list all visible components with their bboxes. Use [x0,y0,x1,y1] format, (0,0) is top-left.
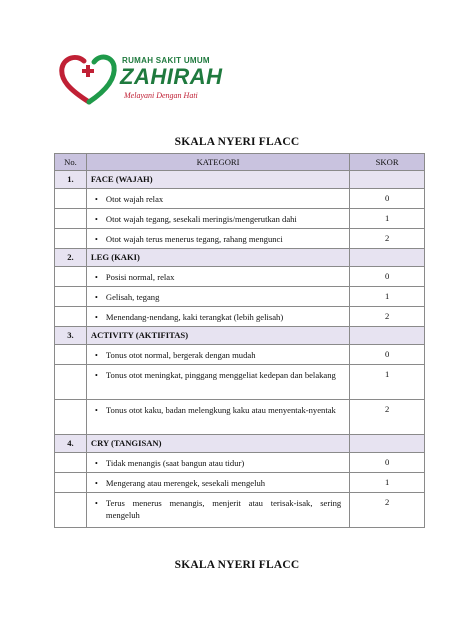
category-score-cell [350,171,425,189]
item-text: • Terus menerus menangis, menjerit atau terisak-isak, sering mengeluh [87,493,349,524]
item-score: 2 [350,400,425,435]
table-row [55,453,425,473]
item-text: • Menendang-nendang, kaki terangkat (lebih gelisah) [87,307,349,326]
item-score: 0 [350,345,425,365]
table-row [55,209,425,229]
header-kategori: KATEGORI [86,154,349,171]
flacc-table [54,153,425,528]
category-row-face [55,171,425,189]
item-text: • Gelisah, tegang [87,287,349,306]
table-row [55,229,425,249]
heart-cross-icon [58,52,120,110]
table-row [55,345,425,365]
table-header-row [55,154,425,171]
table-row [55,365,425,400]
category-name: FACE (WAJAH) [86,171,349,189]
header-no: No. [55,154,87,171]
table-row [55,267,425,287]
item-text: • Tidak menangis (saat bangun atau tidur) [87,453,349,472]
category-no: 2. [55,249,87,267]
table-row [55,473,425,493]
category-name: ACTIVITY (AKTIFITAS) [86,327,349,345]
category-row-activity [55,327,425,345]
table-row [55,400,425,435]
item-text: • Otot wajah terus menerus tegang, rahang mengunci [87,229,349,248]
document-title: SKALA NYERI FLACC [174,136,300,148]
item-score: 2 [350,229,425,249]
header-skor: SKOR [350,154,425,171]
item-score: 2 [350,307,425,327]
logo-line1: RUMAH SAKIT UMUM [122,56,210,65]
hospital-logo [58,52,238,114]
category-score-cell [350,435,425,453]
category-name: LEG (KAKI) [86,249,349,267]
item-score: 0 [350,453,425,473]
item-score: 1 [350,287,425,307]
item-score: 0 [350,267,425,287]
item-score: 1 [350,209,425,229]
category-no: 4. [55,435,87,453]
category-name: CRY (TANGISAN) [86,435,349,453]
table-row [55,287,425,307]
category-score-cell [350,327,425,345]
item-text: • Tonus otot kaku, badan melengkung kaku atau menyentak-nyentak [87,400,349,419]
category-score-cell [350,249,425,267]
item-score: 0 [350,189,425,209]
category-no: 3. [55,327,87,345]
table-row [55,493,425,528]
item-text: • Otot wajah tegang, sesekali meringis/mengerutkan dahi [87,209,349,228]
item-text: • Tonus otot normal, bergerak dengan mudah [87,345,349,364]
logo-tagline: Melayani Dengan Hati [124,91,198,100]
item-score: 1 [350,473,425,493]
table-row [55,189,425,209]
table-row [55,307,425,327]
category-row-leg [55,249,425,267]
item-score: 1 [350,365,425,400]
item-text: • Tonus otot meningkat, pinggang menggeliat kedepan dan belakang [87,365,349,384]
item-score: 2 [350,493,425,528]
category-no: 1. [55,171,87,189]
category-row-cry [55,435,425,453]
item-text: • Mengerang atau merengek, sesekali mengeluh [87,473,349,492]
item-text: • Posisi normal, relax [87,267,349,286]
item-text: • Otot wajah relax [87,189,349,208]
footer-title: SKALA NYERI FLACC [174,559,300,571]
logo-name: ZAHIRAH [120,64,223,89]
